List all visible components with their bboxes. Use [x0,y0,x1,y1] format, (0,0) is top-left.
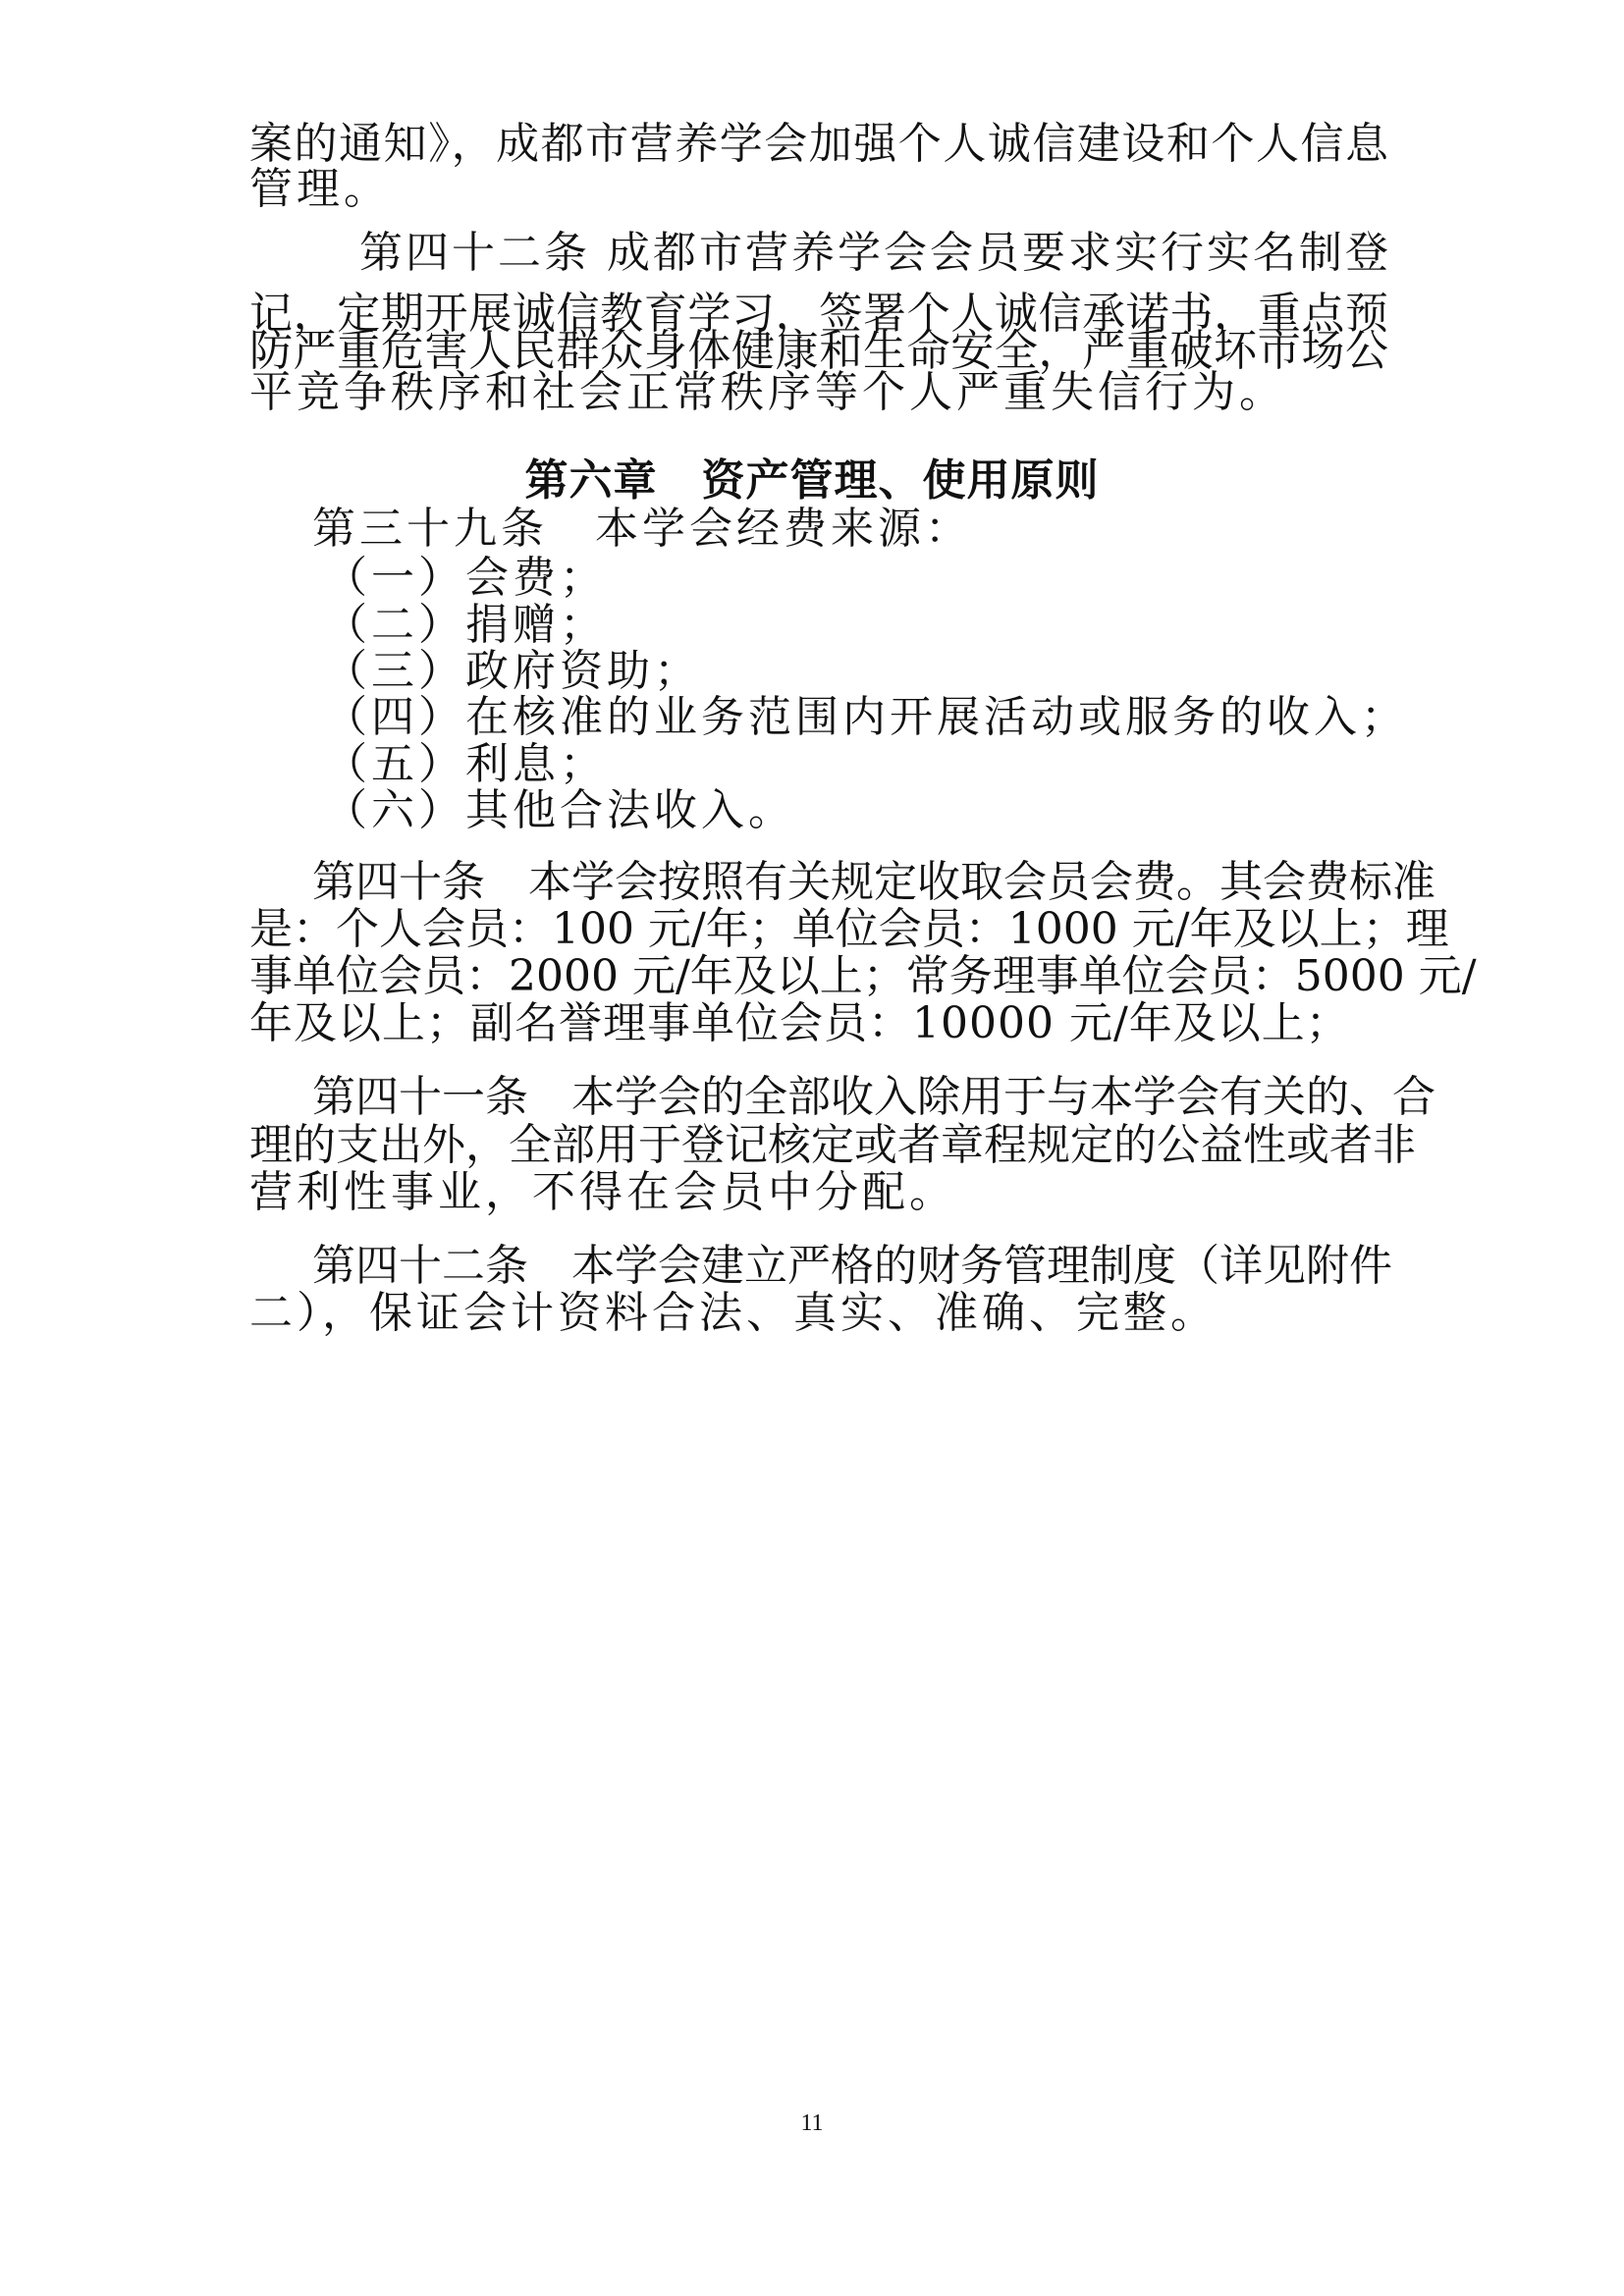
paragraph-line: 管理。 [249,164,391,214]
paragraph-line: 第四十一条 本学会的全部收入除用于与本学会有关的、合 [312,1072,1435,1122]
list-item: （四）在核准的业务范围内开展活动或服务的收入； [324,692,1408,742]
paragraph-line: 平竞争秩序和社会正常秩序等个人严重失信行为。 [249,367,1286,417]
paragraph-line: 是：个人会员：100 元/年；单位会员：1000 元/年及以上；理 [249,904,1449,954]
paragraph-line: 第四十二条 本学会建立严格的财务管理制度（详见附件 [312,1241,1392,1291]
article-title: 第三十九条 本学会经费来源： [312,504,972,554]
paragraph-line: 案的通知》，成都市营养学会加强个人诚信建设和个人信息 [249,119,1388,169]
paragraph-line: 第四十二条 成都市营养学会会员要求实行实名制登 [359,228,1388,278]
list-item: （六）其他合法收入。 [324,785,795,835]
paragraph-line: 二），保证会计资料合法、真实、准确、完整。 [249,1288,1218,1338]
paragraph-line: 记，定期开展诚信教育学习，签署个人诚信承诺书，重点预 [249,289,1388,339]
paragraph-line: 营利性事业，不得在会员中分配。 [249,1167,956,1217]
list-item: （五）利息； [324,739,607,789]
chapter-heading: 第六章 资产管理、使用原则 [524,455,1100,506]
paragraph-line: 年及以上；副名誉理事单位会员：10000 元/年及以上； [249,998,1350,1048]
paragraph-line: 第四十条 本学会按照有关规定收取会员会费。其会费标准 [312,857,1435,907]
paragraph-line: 防严重危害人民群众身体健康和生命安全，严重破坏市场公 [249,326,1388,376]
list-item: （三）政府资助； [324,646,701,696]
paragraph-line: 事单位会员：2000 元/年及以上；常务理事单位会员：5000 元/ [249,951,1477,1001]
list-item: （一）会费； [324,553,607,603]
list-item: （二）捐赠； [324,600,607,650]
paragraph-line: 理的支出外，全部用于登记核定或者章程规定的公益性或者非 [249,1120,1416,1170]
page-number: 11 [800,2110,824,2136]
